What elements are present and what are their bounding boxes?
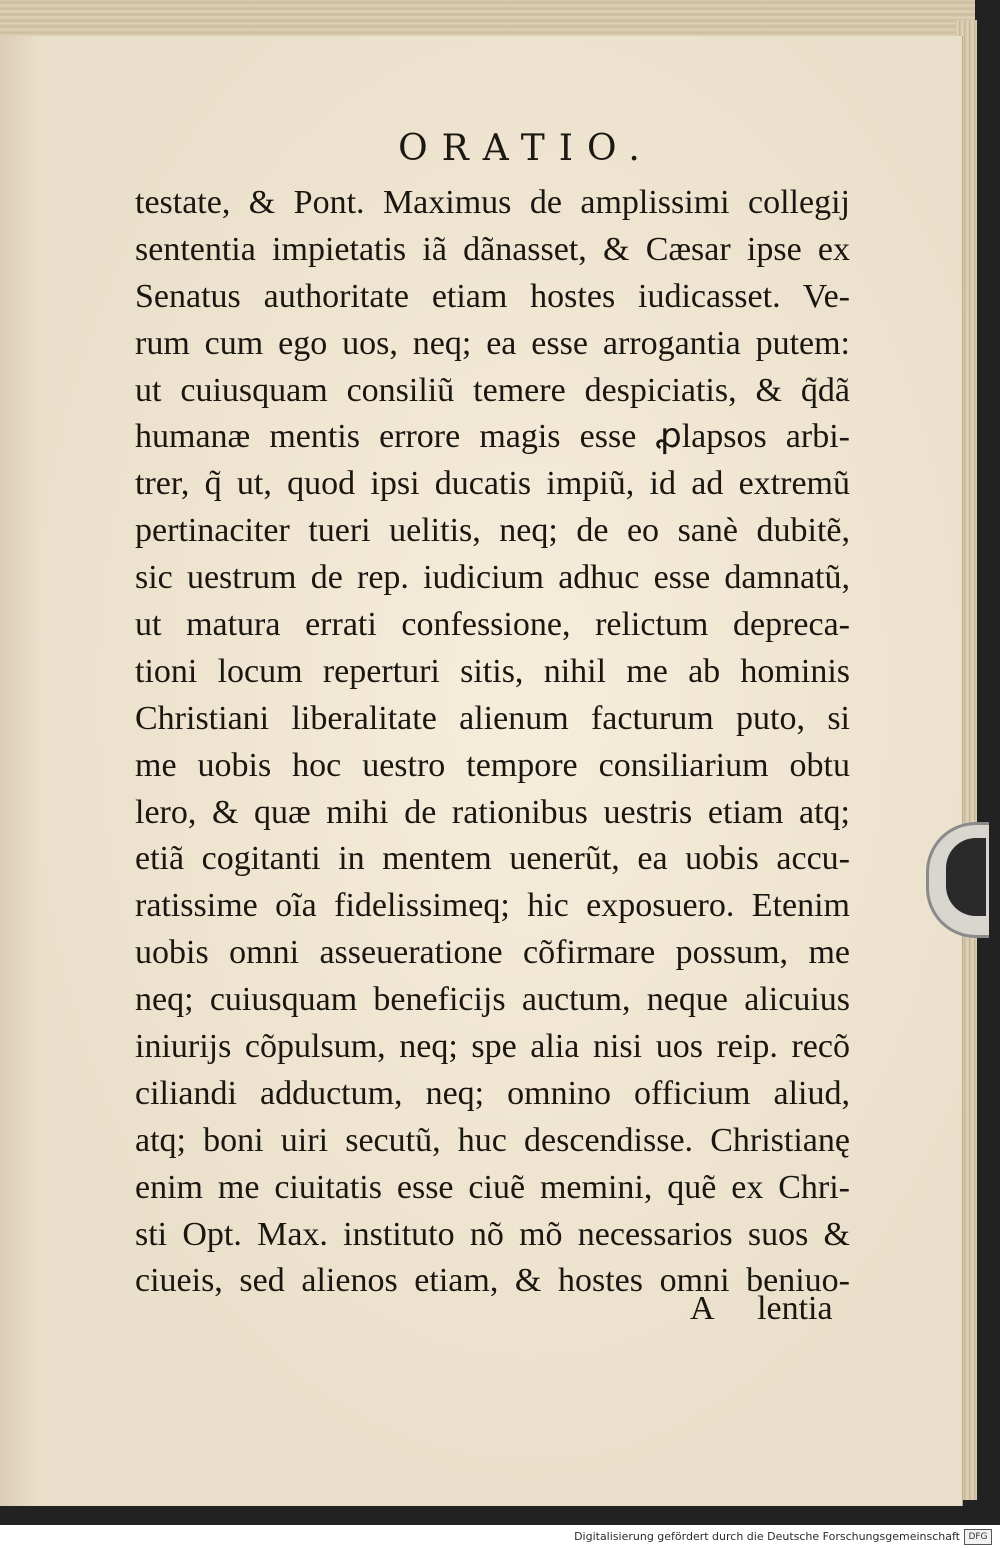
catch-line xyxy=(690,1290,833,1328)
text-line: sti Opt. Max. instituto nõ mõ necessarios suos & xyxy=(135,1215,850,1253)
text-line: iniurijs cõpulsum, neq; spe alia nisi uos reip. recõ xyxy=(135,1028,850,1066)
text-line: Christiani liberalitate alienum facturum puto, si xyxy=(135,699,850,737)
signature-mark: A xyxy=(690,1290,715,1327)
text-line: uobis omni asseueratione cõfirmare possum, me xyxy=(135,934,850,972)
running-head: ORATIO. xyxy=(398,128,654,169)
text-line: rum cum ego uos, neq; ea esse arrogantia putem: xyxy=(135,324,850,362)
text-line: humanæ mentis errore magis esse ꝓlapsos arbi- xyxy=(135,418,850,456)
text-line: atq; boni uiri secutũ, huc descendisse. Christianę xyxy=(135,1121,850,1159)
text-line: sic uestrum de rep. iudicium adhuc esse damnatũ, xyxy=(135,559,850,597)
text-line: lero, & quæ mihi de rationibus uestris etiam atq; xyxy=(135,793,850,831)
text-line: etiã cogitanti in mentem uenerũt, ea uobis accu- xyxy=(135,840,850,878)
text-line: ratissime oĩa fidelissimeq; hic exposuero. Etenim xyxy=(135,887,850,925)
text-line: neq; cuiusquam beneficijs auctum, neque alicuius xyxy=(135,981,850,1019)
page-top-edges xyxy=(0,0,975,39)
text-line: sententia impietatis iã dãnasset, & Cæsar ipse ex xyxy=(135,230,850,268)
dfg-logo: DFG xyxy=(964,1529,992,1545)
text-line: ut matura errati confessione, relictum depreca- xyxy=(135,606,850,644)
text-line: pertinaciter tueri uelitis, neq; de eo sanè dubitẽ, xyxy=(135,512,850,550)
text-line: ciliandi adductum, neq; omnino officium aliud, xyxy=(135,1074,850,1112)
text-line: testate, & Pont. Maximus de amplissimi collegij xyxy=(135,184,850,221)
text-line: me uobis hoc uestro tempore consiliarium obtu xyxy=(135,746,850,784)
text-line: enim me ciuitatis esse ciuẽ memini, quẽ ex Chri- xyxy=(135,1168,850,1206)
text-block xyxy=(135,180,850,1305)
footer-credit: Digitalisierung gefördert durch die Deutsche Forschungsgemeinschaft xyxy=(574,1530,960,1543)
text-line: Senatus authoritate etiam hostes iudicasset. Ve- xyxy=(135,277,850,315)
text-line: tioni locum reperturi sitis, nihil me ab hominis xyxy=(135,652,850,690)
text-line: ciueis, sed alienos etiam, & hostes omni beniuo- xyxy=(135,1262,850,1300)
text-line: trer, q̃ ut, quod ipsi ducatis impiũ, id ad extremũ xyxy=(135,465,850,503)
catchword: lentia xyxy=(757,1290,833,1327)
text-line: ut cuiusquam consiliũ temere despiciatis, & q̃dã xyxy=(135,371,850,409)
book-clasp-shadow xyxy=(946,838,986,916)
